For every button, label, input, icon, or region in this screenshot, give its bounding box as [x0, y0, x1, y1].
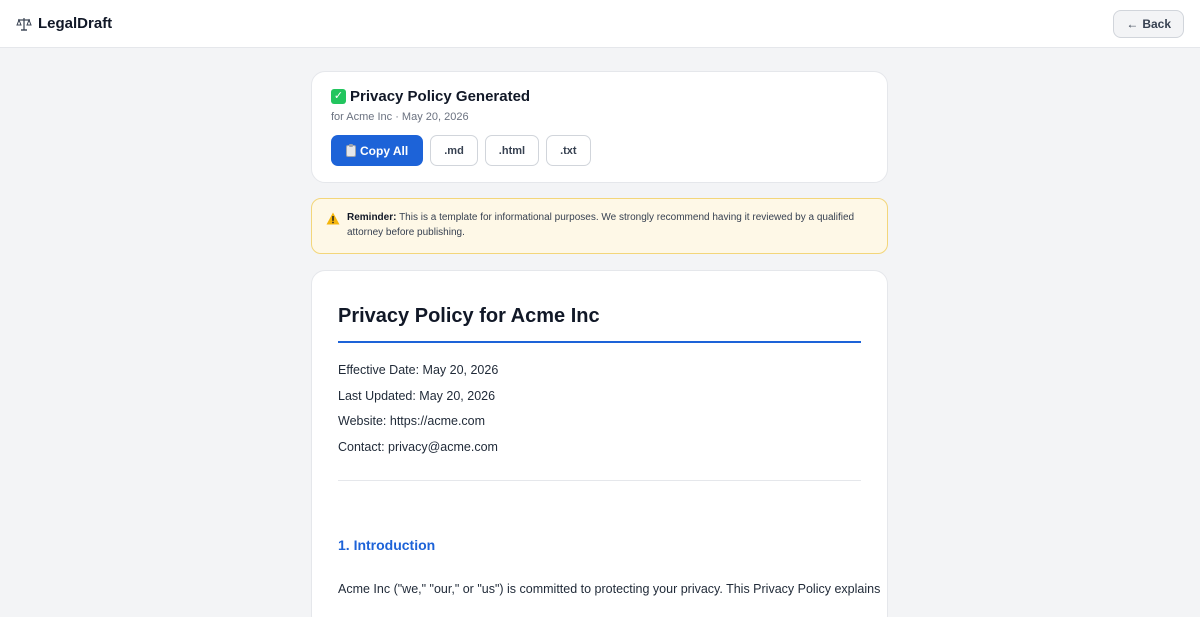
effective-date: Effective Date: May 20, 2026 — [338, 363, 499, 377]
back-button[interactable] — [1113, 10, 1184, 38]
reminder-alert — [311, 198, 888, 254]
check-mark-icon: ✓ — [331, 89, 346, 104]
section-divider — [338, 480, 861, 481]
top-bar — [0, 0, 1200, 48]
download-txt-button[interactable]: .txt — [546, 135, 591, 166]
copy-all-button[interactable] — [331, 135, 423, 166]
copy-all-label: Copy All — [360, 143, 409, 158]
reminder-text — [347, 210, 854, 253]
result-title: Privacy Policy Generated — [350, 88, 531, 105]
result-subtitle: for Acme Inc · May 20, 2026 — [331, 111, 469, 123]
result-title-row — [331, 88, 868, 105]
reminder-body-2: attorney before publishing. — [347, 227, 465, 238]
website: Website: https://acme.com — [338, 414, 486, 428]
brand-name: LegalDraft — [38, 15, 113, 32]
clipboard-icon — [346, 145, 356, 157]
brand[interactable] — [16, 15, 112, 32]
action-buttons — [331, 135, 868, 166]
download-md-button[interactable]: .md — [430, 135, 478, 166]
reminder-label: Reminder: — [347, 212, 397, 223]
last-updated: Last Updated: May 20, 2026 — [338, 388, 496, 403]
document-meta — [338, 362, 861, 464]
section-heading: 1. Introduction — [338, 537, 436, 553]
back-label: Back — [1142, 16, 1171, 31]
reminder-body: This is a template for informational purposes. We strongly recommend having it reviewed by a qualified — [399, 212, 855, 223]
contact: Contact: privacy@acme.com — [338, 439, 498, 454]
result-card — [311, 71, 888, 183]
scales-icon — [16, 16, 32, 32]
title-divider — [338, 341, 861, 343]
document-title: Privacy Policy for Acme Inc — [338, 305, 600, 327]
document-preview — [311, 270, 888, 617]
warning-icon — [326, 212, 340, 225]
download-html-button[interactable]: .html — [485, 135, 539, 166]
section-paragraph: Acme Inc ("we," "our," or "us") is committed to protecting your privacy. This Privacy Policy explains — [338, 582, 881, 596]
arrow-left-icon: ← — [1126, 16, 1139, 31]
